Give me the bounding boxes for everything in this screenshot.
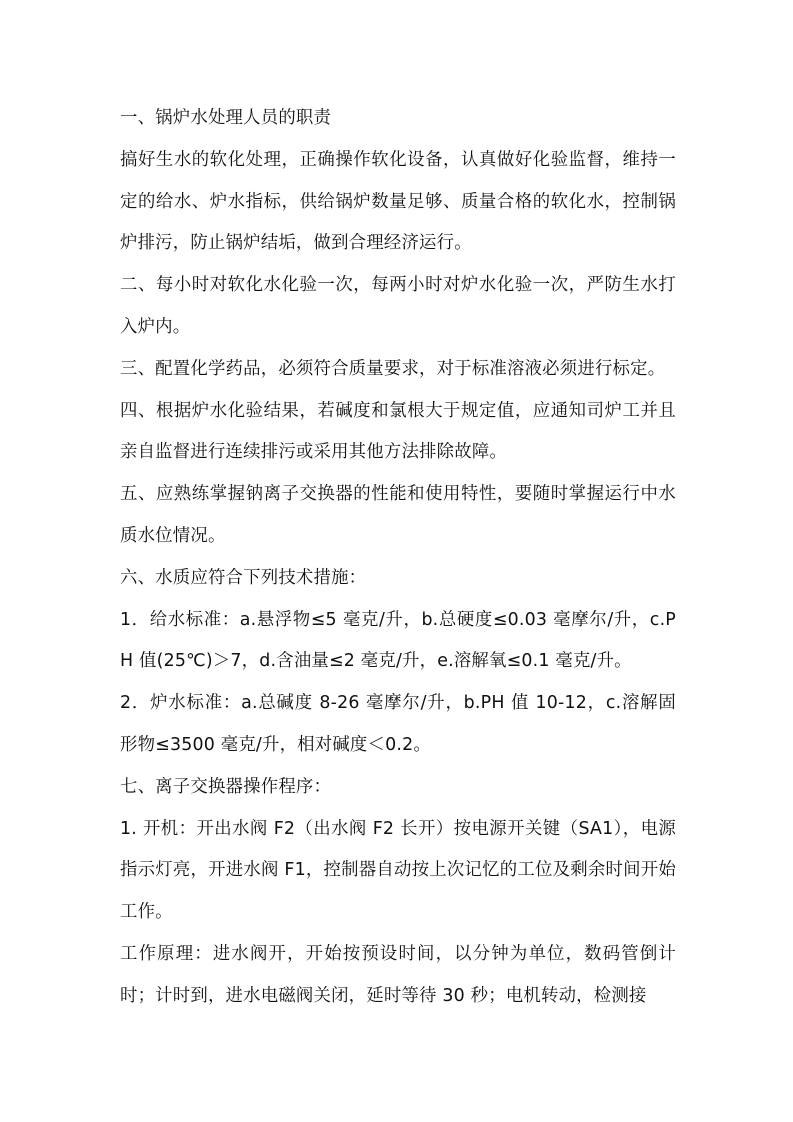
paragraph-responsibilities: 搞好生水的软化处理，正确操作软化设备，认真做好化验监督，维持一定的给水、炉水指标，供给锅炉数量足够、质量合格的软化水，控制锅炉排污，防止锅炉结垢，做到合理经济运行。: [120, 149, 676, 254]
paragraph-working-principle: 工作原理：进水阀开，开始按预设时间，以分钟为单位，数码管倒计时；计时到，进水电磁阀关闭，延时等待 30 秒；电机转动，检测接: [120, 943, 676, 1006]
paragraph-chemical-reagents: 三、配置化学药品，必须符合质量要求，对于标准溶液必须进行标定。: [120, 358, 666, 379]
section-heading-responsibilities: 一、锅炉水处理人员的职责: [120, 108, 332, 128]
paragraph-ion-exchanger-knowledge: 五、应熟练掌握钠离子交换器的性能和使用特性，要随时掌握运行中水质水位情况。: [120, 484, 676, 546]
paragraph-blowdown: 四、根据炉水化验结果，若碱度和氯根大于规定值，应通知司炉工并且亲自监督进行连续排污或采用其他方法排除故障。: [120, 400, 676, 463]
paragraph-hourly-testing: 二、每小时对软化水化验一次，每两小时对炉水化验一次，严防生水打入炉内。: [120, 275, 676, 337]
section-heading-operating-procedure: 七、离子交换器操作程序：: [120, 776, 332, 797]
paragraph-startup: 1. 开机：开出水阀 F2（出水阀 F2 长开）按电源开关键（SA1），电源指示灯亮，开进水阀 F1，控制器自动按上次记忆的工位及剩余时间开始工作。: [120, 818, 676, 923]
document-body: [120, 98, 676, 1018]
paragraph-boiler-water-standard: 2．炉水标准：a.总碱度 8-26 毫摩尔/升，b.PH 值 10-12，c.溶解固形物≤3500 毫克/升，相对碱度＜0.2。: [120, 693, 676, 755]
paragraph-feedwater-standard: 1．给水标准：a.悬浮物≤5 毫克/升，b.总硬度≤0.03 毫摩尔/升，c.PH 值(25℃)＞7，d.含油量≤2 毫克/升，e.溶解氧≤0.1 毫克/升。: [120, 609, 676, 672]
section-heading-water-quality: 六、水质应符合下列技术措施：: [120, 567, 367, 588]
